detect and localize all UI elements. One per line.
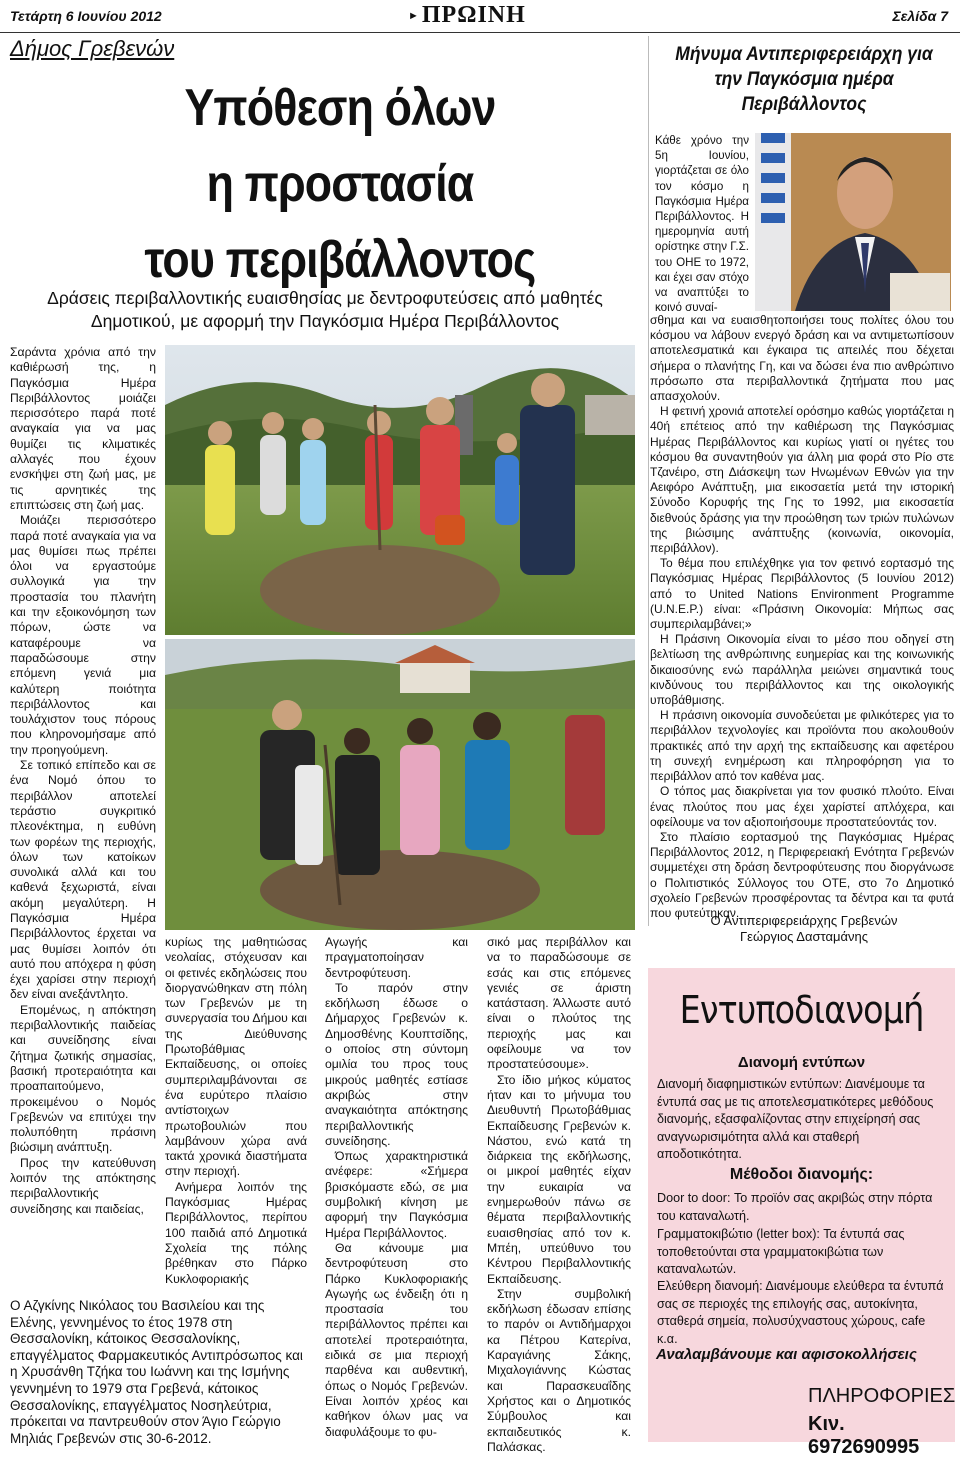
article-paragraph: σικό μας περιβάλλον και να το παραδώσουμε σε εσάς και στις επόμενες γενιές σε άριστη κατάσταση. Άλλωστε αυτό είναι ο πλούτος της περιοχής μας και οφείλουμε να τον προστατεύσουμε». — [487, 935, 631, 1072]
article-column-2 — [165, 935, 307, 1287]
section-label: Δήμος Γρεβενών — [10, 36, 175, 61]
article-paragraph: Στο ίδιο μήκος κύματος ήταν και το μήνυμα του Διευθυντή Πρωτοβάθμιας Εκπαίδευσης Γρεβενών κ. Νάστου, ενώ κατά τη διάρκεια της εκδήλωσης, οι μικροί μαθητές είχαν την ευκαιρία να ενημερωθούν πάνω σε θέματα περιβαλλοντικής ευαισθησίας από τον κ. Μπέη, υπεύθυνο του Κέντρου Περιβαλλοντικής Εκπαίδευσης. — [487, 1072, 631, 1286]
article-paragraph: Μοιάζει περισσότερο παρά ποτέ αναγκαία για να μας θυμίσει πως πρέπει όλοι να εργαστούμε συλλογικά για την προστασία του πλανήτη και την εξοικονόμηση των πόρων, ώστε να καταφέρουμε να παραδώσουμε στην επόμενη γενιά μια καλύτερη ποιότητα περιβάλλοντος και τουλάχιστον τους πόρους που κληρονομήσαμε από την προηγούμενη. — [10, 513, 156, 757]
sidebar-paragraph: Στο πλαίσιο εορτασμού της Παγκόσμιας Ημέρας Περιβάλλοντος 2012, η Περιφερειακή Ενότητα Γρεβενών συμμετέχει στη δράση δεντροφύτευσης που διοργάνωσε ο Πολιτιστικός Σύλλογος του ΟΤΕ, στο 7ο Δημοτικό σχολείο Γρεβενών προσφέροντας τα δέντρα και τα φυτά που φυτεύτηκαν. — [650, 829, 954, 920]
article-paragraph: Το παρόν στην εκδήλωση έδωσε ο Δήμαρχος Γρεβενών κ. Δημοσθένης Κουπτσίδης, ο οποίος στη σύντομη ομιλία του προς τους μικρούς μαθητές εστίασε ακριβώς στην αναγκαιότητα απόκτησης περιβαλλοντικής συνείδησης. — [325, 980, 468, 1148]
issue-date: Τετάρτη 6 Ιουνίου 2012 — [10, 8, 162, 24]
sidebar-body — [650, 313, 954, 921]
ad-method: Door to door: Το προϊόν σας ακριβώς στην πόρτα του καταναλωτή. — [657, 1191, 933, 1223]
article-paragraph: Σαράντα χρόνια από την καθιέρωσή της, η Παγκόσμια Ημέρα Περιβάλλοντος μοιάζει περισσότερο παρά ποτέ αναγκαία για να μας θυμίζει τις κλιματικές αλλαγές που έχουν ενσκήψει στη ζωή μας, με τις αρνητικές της επιπτώσεις στη ζωή μας. — [10, 345, 156, 512]
sidebar-paragraph: Το θέμα που επιλέχθηκε για τον φετινό εορτασμό της Παγκόσμιας Ημέρας Περιβάλλοντος (5 Ιουνίου 2012) από το United Nations Environment Programme (U.N.E.P.) είναι: «Πράσινη Οικονομία: Μήπως σας συμπεριλαμβάνει;» — [650, 556, 954, 632]
portrait-illustration — [755, 133, 951, 311]
page-number: Σελίδα 7 — [892, 8, 948, 24]
ad-call-to-action: Αναλαμβάνουμε και αφισοκολλήσεις — [656, 1346, 917, 1363]
ad-method: Γραμματοκιβώτιο (letter box): Τα έντυπά σας τοποθετούνται στα γραμματοκιβώτια των καταναλωτών. — [657, 1227, 905, 1276]
wedding-announcement: Ο Αζγκίνης Νικόλαος του Βασιλείου και της Ελένης, γεννημένος το έτος 1978 στη Θεσσαλονίκη, κάτοικος Θεσσαλονίκης, επαγγέλματος Φαρμακευτικός Αντιπρόσωπος και η Χρυσάνθη Τζήκα του Ιωάννη και της Ισμήνης γεννημένη το 1979 στα Γρεβενά, κάτοικος Θεσσαλονίκης, επαγγέλματος Νοσηλεύτρια, πρόκειται να παντρευθούν στον Άγιο Γεώργιο Μηλιάς Γρεβενών στις 30-6-2012. — [10, 1298, 303, 1446]
ad-subtitle: Διανομή εντύπων — [737, 1054, 866, 1071]
sidebar-title: Μήνυμα Αντιπεριφερειάρχη για την Παγκόσμια ημέρα Περιβάλλοντος — [675, 44, 933, 115]
column-divider — [648, 36, 649, 926]
ad-info-label: ΠΛΗΡΟΦΟΡΙΕΣ — [808, 1385, 956, 1407]
tree-planting-illustration — [165, 345, 635, 930]
sidebar-paragraph: Η Πράσινη Οικονομία είναι το μέσο που οδηγεί στη βελτίωση της ανθρώπινης ευημερίας και της κοινωνικής δικαιοσύνης ενώ παράλληλα μειώνει σημαντικά τους κινδύνους του περιβάλλοντος και της οικολογικής υποβάθμισης. — [650, 632, 954, 708]
distribution-advertisement — [648, 968, 956, 1458]
article-paragraph: Σε τοπικό επίπεδο και σε ένα Νομό όπου το περιβάλλον αποτελεί τεράστιο συγκριτικό πλεονέκτημα, η ευθύνη των φορέων της περιοχής, όλων των κατοίκων συνολικά αλλά και του καθενά ξεχωριστά, είναι ακόμη μεγαλύτερη. Η Παγκόσμια Ημέρα Περιβάλλοντος έρχεται να μας θυμίσει λοιπόν ότι αυτό που απόχερα η φύση έχει χαρίσει στην περιοχή δεν είναι ανεξάντλητο. — [10, 758, 156, 1002]
ad-methods-title: Μέθοδοι διανομής: — [729, 1166, 874, 1183]
headline-line: Υπόθεση όλων — [184, 79, 496, 137]
ad-title: Εντυποδιανομή — [679, 988, 924, 1032]
ad-method: Ελεύθερη διανομή: Διανέμουμε ελεύθερα τα έντυπά σας σε περιοχές της επιλογής σας, αυτοκίνητα, σταθερά σημεία, πολυσύχναστους χώρους, cafe κ.α. — [657, 1279, 944, 1346]
tree-planting-photo — [165, 345, 635, 930]
article-paragraph: Όπως χαρακτηριστικά ανέφερε: «Σήμερα βρισκόμαστε εδώ, σε μια συμβολική κίνηση με αφορμή την Παγκόσμια Ημέρα Περιβάλλοντος. — [325, 1149, 468, 1240]
article-paragraph: Θα κάνουμε μια δεντροφύτευση στο Πάρκο Κυκλοφοριακής Αγωγής ως ένδειξη ότι η προστασία του περιβάλλοντος πρέπει και αποτελεί προτεραιότητα, ειδικά σε μια περιοχή παρθένα και αυθεντική, όπως ο Νομός Γρεβενών. Είναι λοιπόν χρέος και καθήκον όλων μας να διαφυλάξουμε το φυ- — [325, 1240, 468, 1439]
official-portrait — [755, 133, 951, 311]
headline-line: η προστασία — [206, 155, 474, 213]
sidebar-paragraph: Η πράσινη οικονομία συνοδεύεται με φιλικότερες για το περιβάλλον τεχνολογίες και προϊόντα που ακολουθούν πρακτικές από την αρχή της εκπαίδευσης και αφετέρου τη συνεχή ενημέρωση και πληροφόρηση για το περιβάλλον από τον καθένα μας. — [650, 708, 954, 784]
headline — [82, 70, 598, 298]
subheadline-line: Δημοτικού, με αφορμή την Παγκόσμια Ημέρα Περιβάλλοντος — [90, 311, 560, 331]
signature — [650, 913, 958, 945]
article-paragraph: Προς την κατεύθυνση λοιπόν της απόκτησης περιβαλλοντικής συνείδησης και παιδείας, — [10, 1155, 156, 1216]
article-column-3 — [325, 935, 468, 1440]
article-paragraph: Στην συμβολική εκδήλωση έδωσαν επίσης το παρόν οι Αντιδήμαρχοι κα Πέτρου Κατερίνα, Καραγιάνης Σάκης, Μιχαλογιάννης Κώστας και Παρασκευαΐδης Χρήστος και ο Δημοτικός Σύμβουλος και εκπαιδευτικός κ. Παλάσκας. — [487, 1286, 631, 1454]
signature-title: Ο Αντιπεριφερειάρχης Γρεβενών — [710, 913, 898, 928]
article-paragraph: κυρίως της μαθητιώσας νεολαίας, στόχευσαν και οι φετινές εκδηλώσεις που διοργανώθηκαν στη πόλη των Γρεβενών με τη συνεργασία του Δήμου και της Διεύθυνσης Πρωτοβάθμιας Εκπαίδευσης, οι οποίες συμπεριλαμβάνονται σε ένα ευρύτερο πλαίσιο αντίστοιχων πρωτοβουλιών που λαμβάνουν χώρα ανά τακτά χρονικά διαστήματα στην περιοχή. — [165, 935, 307, 1179]
ad-description: Διανομή διαφημιστικών εντύπων: Διανέμουμε τα έντυπά σας με τις αποτελεσματικότερες μεθόδους διανομής, εξασφαλίζοντας στην επιχείρησή σας αναγνωρισιμότητα αλλά και σταθερή αποδοτικότητα. — [657, 1077, 934, 1161]
sidebar-paragraph: Η φετινή χρονιά αποτελεί ορόσημο καθώς γιορτάζεται η 40ή επέτειος από την καθιέρωση της Παγκόσμιας Ημέρας Περιβάλλοντος και κυρίως γιατί οι ηγέτες του κόσμου θα συναντηθούν για άλλη μια φορά στο Ρίο στε Τζανέιρο, στη Διάσκεψη των Ηνωμένων Εθνών για την Αειφόρο Ανάπτυξη, μια εικοσαετία μετά την ιστορική Σύνοδο Κορυφής της Γης το 1992, μια εικοσαετία διεθνούς δράσης για την προώθηση των τριών πυλώνων της βιώσιμης ανάπτυξης (κοινωνία, οικονομία, περιβάλλον). — [650, 404, 954, 556]
triangle-icon: ► — [408, 10, 420, 23]
article-column-4 — [487, 935, 631, 1455]
ad-phone: Κιν. 6972690995 — [808, 1413, 920, 1458]
article-paragraph: Ανήμερα λοιπόν της Παγκόσμιας Ημέρας Περιβάλλοντος, περίπου 100 παιδιά από Δημοτικά Σχολεία της πόλης βρέθηκαν στο Πάρκο Κυκλοφοριακής — [165, 1179, 307, 1286]
signature-name: Γεώργιος Δασταμάνης — [740, 929, 868, 944]
sidebar-intro: Κάθε χρόνο την 5η Ιουνίου, γιορτάζεται σε όλο τον κόσμο η Παγκόσμια Ημέρα Περιβάλλοντος. Η ημερομηνία αυτή ορίστηκε στην Γ.Σ. του ΟΗΕ το 1972, και έχει σαν στόχο να αναπτύξει το κοινό συναί- — [655, 134, 749, 315]
subheadline — [10, 287, 640, 333]
newspaper-name: ΠΡΩΙΝΗ — [421, 2, 526, 28]
sidebar-paragraph: σθημα και να ευαισθητοποιήσει τους πολίτες όλου του κόσμου να λάβουν ενεργό δράση και να αντιμετωπίσουν αποτελεσματικά και έγκαιρα τις απειλές που δέχεται σήμερα ο πλανήτης Γη, και να δώσει ένα πιο ανθρώπινο πρόσωπο στα περιβαλλοντικά ζητήματα που μας απασχολούν. — [650, 313, 954, 404]
article-paragraph: Επομένως, η απόκτηση περιβαλλοντικής παιδείας και συνείδησης είναι ζήτημα ζωτικής σημασίας, βασική προτεραιότητα και προαπαιτούμενο, προκειμένου ο Νομός Γρεβενών να επιτύχει την πολυπόθητη πράσινη βιώσιμη ανάπτυξη. — [10, 1002, 156, 1155]
sidebar-paragraph: Ο τόπος μας διακρίνεται για τον φυσικό πλούτο. Είναι ένας πλούτος που μας έχει χαρίστεί απλόχερα, και οφείλουμε να τον αξιοποιήσουμε προστατεύοντάς τον. — [650, 784, 954, 829]
subheadline-line: Δράσεις περιβαλλοντικής ευαισθησίας με δεντροφυτεύσεις από μαθητές — [47, 288, 603, 308]
article-paragraph: Αγωγής και πραγματοποίησαν δεντροφύτευση. — [325, 935, 468, 980]
headline-line: του περιβάλλοντος — [144, 231, 536, 289]
article-column-1 — [10, 345, 156, 1217]
newspaper-masthead — [408, 2, 526, 29]
